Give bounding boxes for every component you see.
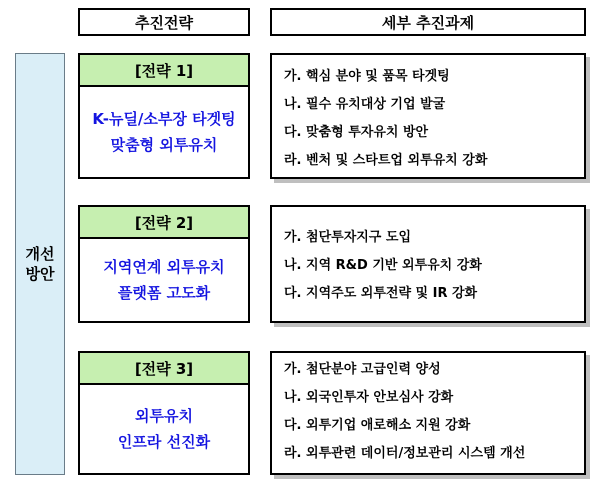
task-item: 나. 필수 유치대상 기업 발굴 <box>284 97 446 112</box>
strategy-2-box <box>78 205 250 323</box>
strategy-1-tasks <box>270 53 586 179</box>
side-panel <box>15 53 65 475</box>
strategy-1-box <box>78 53 250 179</box>
strategy-1-tag: [전략 1] <box>80 55 248 87</box>
task-item: 가. 첨단분야 고급인력 양성 <box>284 362 441 377</box>
task-item: 다. 외투기업 애로해소 지원 강화 <box>284 418 471 433</box>
task-item: 라. 외투관련 데이터/정보관리 시스템 개선 <box>284 446 526 461</box>
strategy-2-title: 지역연계 외투유치 플랫폼 고도화 <box>103 258 225 302</box>
strategy-3-box <box>78 351 250 475</box>
header-strategy: 추진전략 <box>78 8 250 36</box>
strategy-2-tasks <box>270 205 586 323</box>
header-tasks: 세부 추진과제 <box>270 8 586 36</box>
task-item: 가. 핵심 분야 및 품목 타겟팅 <box>284 69 450 84</box>
strategy-3-tasks <box>270 351 586 475</box>
strategy-1-title: K-뉴딜/소부장 타겟팅 맞춤형 외투유치 <box>92 110 236 154</box>
task-item: 가. 첨단투자지구 도입 <box>284 230 412 245</box>
task-item: 라. 벤처 및 스타트업 외투유치 강화 <box>284 153 488 168</box>
task-item: 다. 지역주도 외투전략 및 IR 강화 <box>284 286 478 301</box>
strategy-3-tag: [전략 3] <box>80 353 248 385</box>
task-item: 나. 지역 R&D 기반 외투유치 강화 <box>284 258 482 273</box>
side-label: 개선방안 <box>25 245 55 283</box>
strategy-3-title: 외투유치 인프라 선진화 <box>117 407 211 451</box>
strategy-2-tag: [전략 2] <box>80 207 248 239</box>
task-item: 나. 외국인투자 안보심사 강화 <box>284 390 454 405</box>
task-item: 다. 맞춤형 투자유치 방안 <box>284 125 429 140</box>
